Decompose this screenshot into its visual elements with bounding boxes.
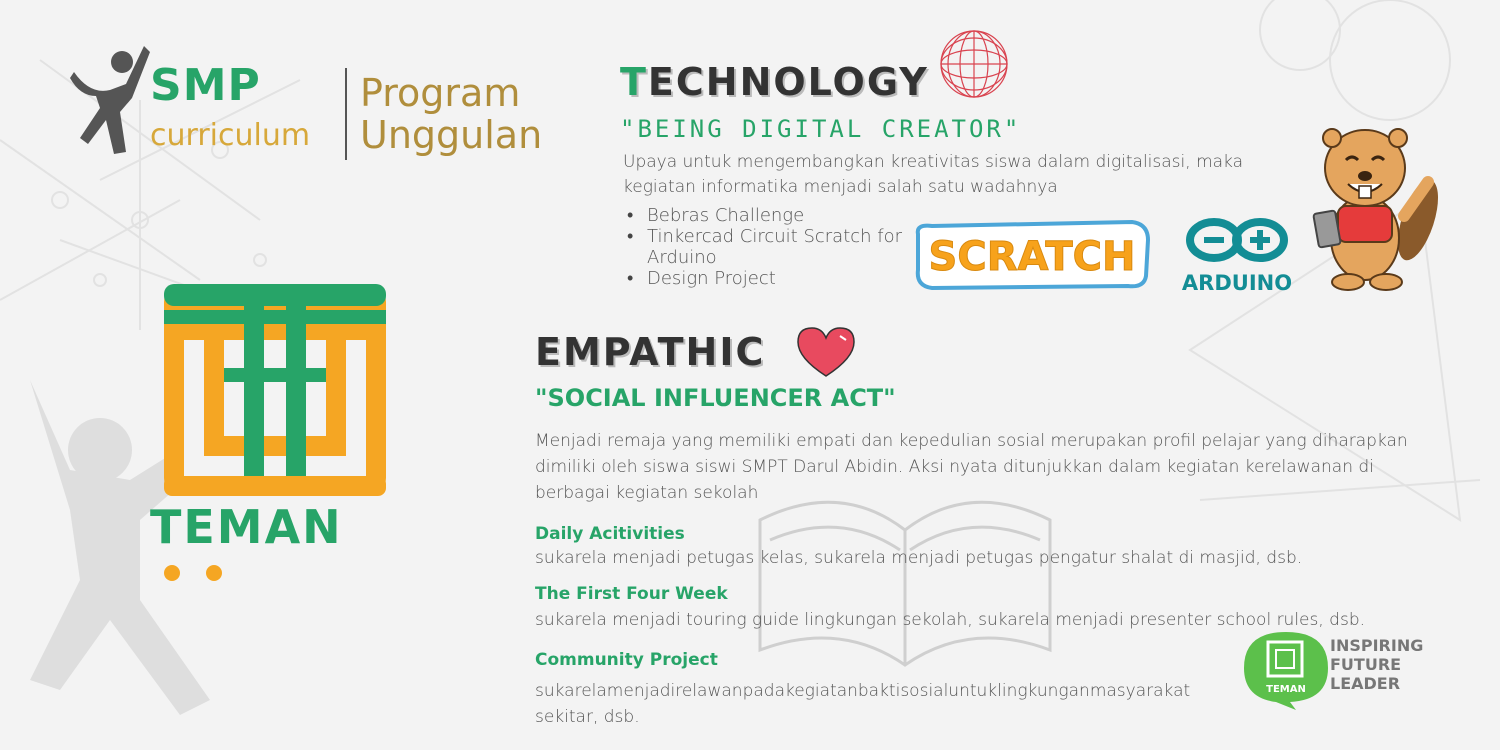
globe-icon [938, 28, 1010, 100]
empathic-subtitle: "SOCIAL INFLUENCER ACT" [535, 384, 896, 412]
heart-icon [792, 324, 860, 380]
tagline-line: INSPIRING [1330, 636, 1424, 655]
scratch-logo [912, 220, 1152, 290]
scratch-logo-text: SCRATCH [928, 234, 1136, 280]
program-unggulan-title [360, 72, 542, 156]
teman-wordmark: TEMAN [150, 500, 343, 554]
empathic-title: EMPATHIC [535, 330, 766, 374]
section-text-daily: sukarela menjadi petugas kelas, sukarela menjadi petugas pengatur shalat di masjid, dsb. [535, 548, 1303, 568]
person-jumping-icon [70, 40, 150, 160]
program-line-2: Unggulan [360, 113, 543, 157]
list-item: • Bebras Challenge [625, 205, 915, 226]
tagline-line: FUTURE [1330, 655, 1402, 674]
badge-text: TEMAN [1266, 684, 1306, 695]
program-line-1: Program [360, 71, 521, 115]
section-heading-first-four-week: The First Four Week [535, 584, 728, 604]
arduino-logo [1178, 216, 1296, 296]
beaver-mascot-icon [1310, 120, 1440, 295]
teman-dots-icon [162, 562, 232, 584]
teman-logo-icon [160, 280, 390, 500]
smp-label: SMP [150, 60, 261, 111]
tagline-line: LEADER [1330, 674, 1401, 693]
curriculum-label: curriculum [150, 118, 311, 153]
section-heading-community: Community Project [535, 650, 718, 670]
header-divider [345, 68, 347, 160]
arduino-logo-text: ARDUINO [1181, 271, 1293, 295]
teman-badge-icon [1238, 628, 1334, 710]
empathic-description: Menjadi remaja yang memiliki empati dan kepedulian sosial merupakan profil pelajar yang diharapkan dimiliki oleh siswa siswi SMPT Darul Abidin. Aksi nyata ditunjukkan dalam kegiatan kerelawanan di berbagai kegiatan sekolah [535, 431, 1408, 503]
technology-title: TECHNOLOGY [620, 60, 929, 104]
book-icon [760, 502, 1050, 665]
section-text-first-four-week: sukarela menjadi touring guide lingkungan sekolah, sukarela menjadi presenter school rules, dsb. [535, 610, 1366, 630]
technology-description: Upaya untuk mengembangkan kreativitas siswa dalam digitalisasi, maka kegiatan informatika menjadi salah satu wadahnya [623, 152, 1244, 197]
technology-list [625, 205, 915, 289]
list-item: • Tinkercad Circuit Scratch for Arduino [625, 226, 915, 268]
technology-subtitle: "BEING DIGITAL CREATOR" [620, 115, 1022, 143]
inspiring-future-leader [1330, 636, 1423, 693]
section-text-community: sukarelamenjadirelawanpadakegiatanbaktisosialuntuklingkunganmasyarakat sekitar, dsb. [535, 681, 1191, 727]
section-heading-daily: Daily Acitivities [535, 524, 685, 544]
list-item: • Design Project [625, 268, 915, 289]
